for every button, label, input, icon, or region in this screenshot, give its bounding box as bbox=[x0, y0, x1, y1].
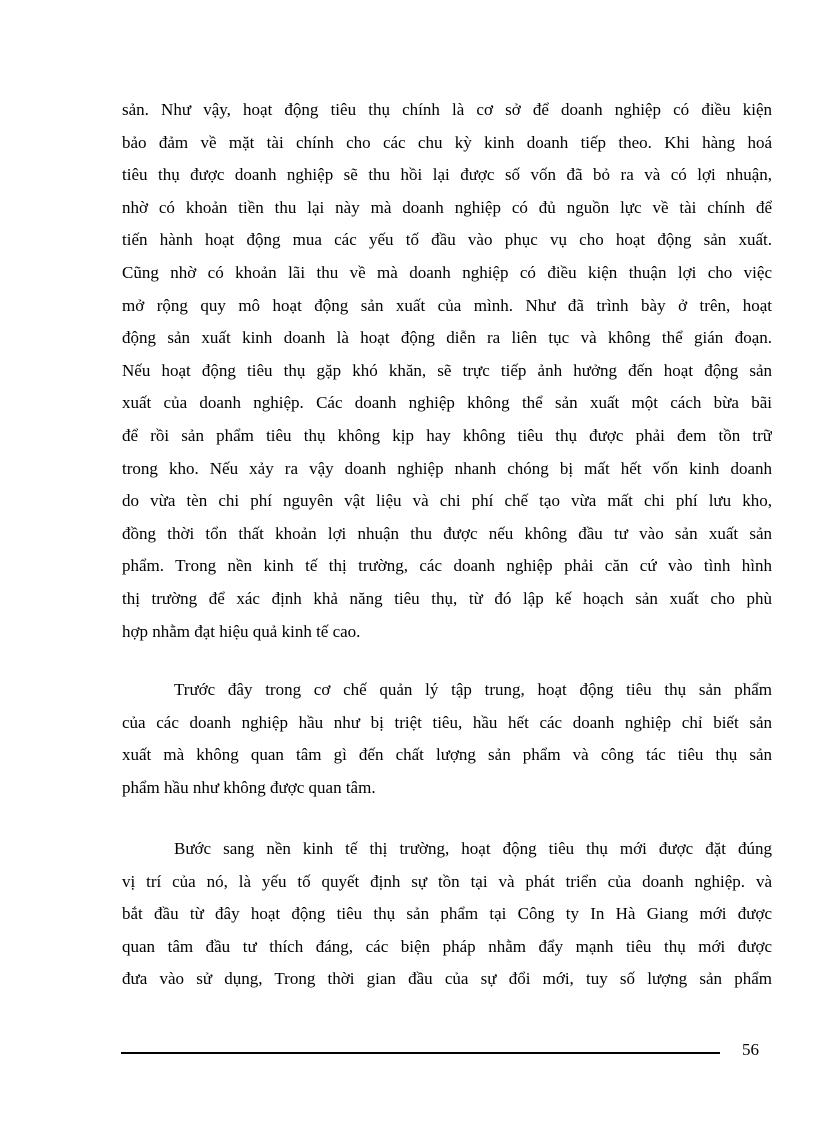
text-line: quan tâm đầu tư thích đáng, các biện pháp nhằm đẩy mạnh tiêu thụ mới được bbox=[122, 936, 772, 956]
text-line: sản. Như vậy, hoạt động tiêu thụ chính là cơ sở để doanh nghiệp có điều kiện bbox=[122, 100, 772, 119]
text-line: Nếu hoạt động tiêu thụ gặp khó khăn, sẽ trực tiếp ảnh hưởng đến hoạt động sản bbox=[122, 360, 772, 380]
text-line: xuất của doanh nghiệp. Các doanh nghiệp không thể sản xuất một cách bừa bãi bbox=[122, 393, 772, 413]
text-line: do vừa tèn chi phí nguyên vật liệu và chi phí chế tạo vừa mất chi phí lưu kho, bbox=[122, 491, 772, 511]
text-line: xuất mà không quan tâm gì đến chất lượng sản phẩm và công tác tiêu thụ sản bbox=[122, 745, 772, 765]
text-line: trong kho. Nếu xảy ra vậy doanh nghiệp nhanh chóng bị mất hết vốn kinh doanh bbox=[122, 458, 772, 478]
text-line: thị trường để xác định khả năng tiêu thụ, từ đó lập kế hoạch sản xuất cho phù bbox=[122, 588, 772, 608]
text-line: vị trí của nó, là yếu tố quyết định sự tồn tại và phát triển của doanh nghiệp. và bbox=[122, 871, 772, 891]
text-line: bắt đầu từ đây hoạt động tiêu thụ sản phẩm tại Công ty In Hà Giang mới được bbox=[122, 904, 772, 924]
text-line: động sản xuất kinh doanh là hoạt động diễn ra liên tục và không thể gián đoạn. bbox=[122, 328, 772, 348]
text-line: phẩm. Trong nền kinh tế thị trường, các doanh nghiệp phải căn cứ vào tình hình bbox=[122, 556, 772, 576]
text-line: để rồi sản phẩm tiêu thụ không kịp hay không tiêu thụ được phải đem tồn trữ bbox=[122, 425, 772, 445]
text-line: tiêu thụ được doanh nghiệp sẽ thu hồi lại được số vốn đã bỏ ra và có lợi nhuận, bbox=[122, 165, 772, 185]
text-line: tiến hành hoạt động mua các yếu tố đầu vào phục vụ cho hoạt động sản xuất. bbox=[122, 230, 772, 250]
paragraph-1 bbox=[122, 94, 772, 648]
footer-rule bbox=[121, 1052, 720, 1054]
text-line: đưa vào sử dụng, Trong thời gian đầu của sự đổi mới, tuy số lượng sản phẩm bbox=[122, 969, 772, 989]
text-line: Cũng nhờ có khoản lãi thu về mà doanh nghiệp có điều kiện thuận lợi cho việc bbox=[122, 262, 772, 282]
text-line: phẩm hầu như không được quan tâm. bbox=[122, 777, 376, 797]
paragraph-2 bbox=[122, 674, 772, 804]
text-line: nhờ có khoản tiền thu lại này mà doanh nghiệp có đủ nguồn lực về tài chính để bbox=[122, 197, 772, 217]
text-line: hợp nhằm đạt hiệu quả kinh tế cao. bbox=[122, 621, 361, 641]
text-line: bảo đảm về mặt tài chính cho các chu kỳ kinh doanh tiếp theo. Khi hàng hoá bbox=[122, 132, 772, 152]
text-line: của các doanh nghiệp hầu như bị triệt tiêu, hầu hết các doanh nghiệp chỉ biết sản bbox=[122, 712, 772, 732]
text-line: Bước sang nền kinh tế thị trường, hoạt động tiêu thụ mới được đặt đúng bbox=[174, 839, 772, 858]
text-line: mở rộng quy mô hoạt động sản xuất của mình. Như đã trình bày ở trên, hoạt bbox=[122, 295, 772, 315]
paragraph-3 bbox=[122, 833, 772, 996]
text-line: đồng thời tổn thất khoản lợi nhuận thu được nếu không đầu tư vào sản xuất sản bbox=[122, 523, 772, 543]
page-number: 56 bbox=[742, 1040, 759, 1059]
text-line: Trước đây trong cơ chế quản lý tập trung, hoạt động tiêu thụ sản phẩm bbox=[174, 680, 772, 699]
